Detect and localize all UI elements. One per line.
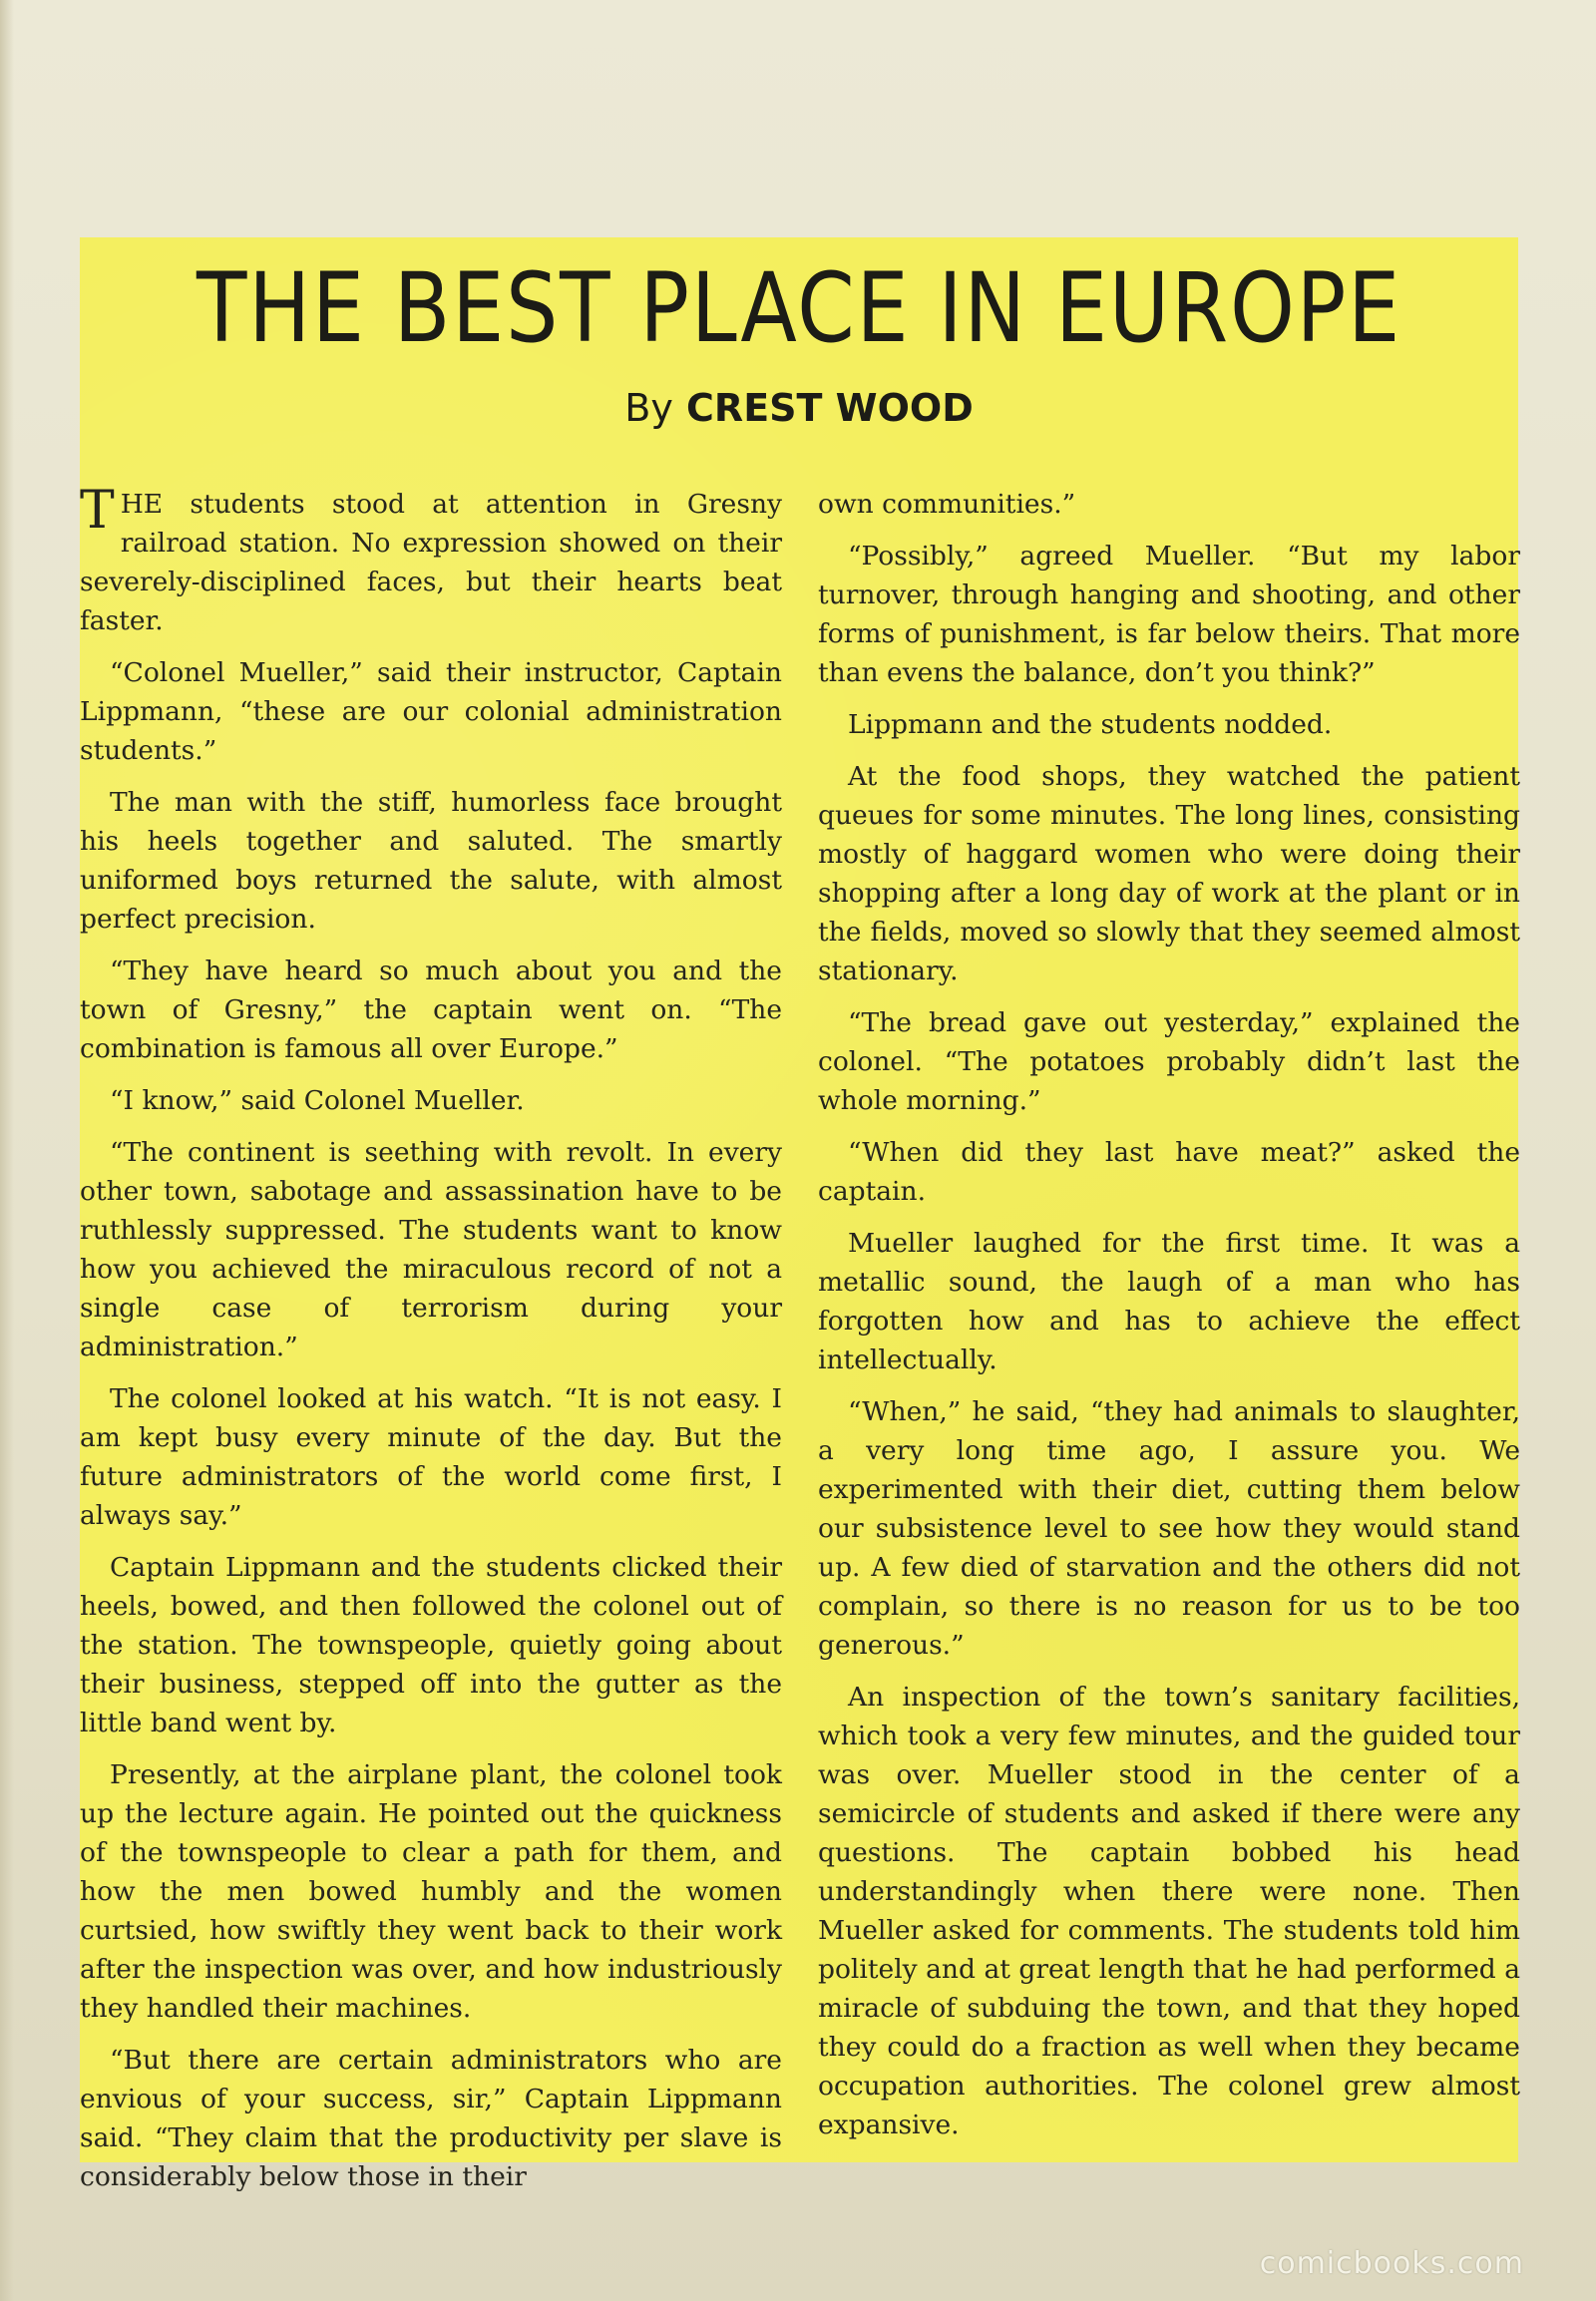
paragraph: “When,” he said, “they had animals to slaughter, a very long time ago, I assure you. We experimented with their diet, cutting them below our subsistence level to see how they would stand up. A few died of starvation and the others did not complain, so there is no reason for us to be too generous.”: [818, 1396, 1520, 1661]
article-title: THE BEST PLACE IN EUROPE: [196, 252, 1402, 364]
paragraph: Captain Lippmann and the students clicked their heels, bowed, and then followed the colonel out of the station. The townspeople, quietly going about their business, stepped off into the gutter as the little band went by.: [80, 1552, 782, 1738]
paragraph: “I know,” said Colonel Mueller.: [110, 1085, 525, 1116]
paragraph: An inspection of the town’s sanitary facilities, which took a very few minutes, and the guided tour was over. Mueller stood in the center of a semicircle of students and asked if there were any questions. The captain bobbed his head understandingly when there were none. Then Mueller asked for comments. The students told him politely and at great length that he had performed a miracle of subduing the town, and that they hoped they could do a fraction as well when they became occupation authorities. The colonel grew almost expansive.: [818, 1682, 1520, 2140]
paragraph: The colonel looked at his watch. “It is not easy. I am kept busy every minute of the day. But the future administrators of the world come first, I always say.”: [80, 1383, 782, 1531]
drop-cap: T: [80, 481, 115, 541]
paragraph: Lippmann and the students nodded.: [848, 709, 1333, 740]
left-column: [80, 481, 782, 2196]
paragraph: “But there are certain administrators who are envious of your success, sir,” Captain Lippmann said. “They claim that the productivity per slave is considerably below those in their: [80, 2045, 782, 2192]
paragraph: [80, 481, 782, 640]
right-column: [818, 485, 1520, 2144]
article-byline: [80, 384, 1518, 432]
page-edge-shadow: [0, 0, 14, 2301]
paragraph: “Possibly,” agreed Mueller. “But my labor turnover, through hanging and shooting, and other forms of punishment, is far below theirs. That more than evens the balance, don’t you think?”: [818, 541, 1520, 688]
paragraph: “The bread gave out yesterday,” explained the colonel. “The potatoes probably didn’t last the whole morning.”: [818, 1007, 1520, 1116]
paragraph: Presently, at the airplane plant, the colonel took up the lecture again. He pointed out the quickness of the townspeople to clear a path for them, and how the men bowed humbly and the women curtsied, how swiftly they went back to their work after the inspection was over, and how industriously they handled their machines.: [80, 1759, 782, 2024]
watermark: comicbooks.com: [1259, 2246, 1524, 2281]
paragraph: The man with the stiff, humorless face brought his heels together and saluted. The smartly uniformed boys returned the salute, with almost perfect precision.: [80, 787, 782, 935]
paragraph: “The continent is seething with revolt. In every other town, sabotage and assassination have to be ruthlessly suppressed. The students want to know how you achieved the miraculous record of not a single case of terrorism during your administration.”: [80, 1137, 782, 1362]
paragraph: At the food shops, they watched the patient queues for some minutes. The long lines, consisting mostly of haggard women who were doing their shopping after a long day of work at the plant or in the fields, moved so slowly that they seemed almost stationary.: [818, 761, 1520, 986]
byline-prefix: By: [624, 386, 673, 430]
paragraph: “When did they last have meat?” asked the captain.: [818, 1137, 1520, 1207]
byline-author: CREST WOOD: [686, 386, 974, 430]
paragraph: “Colonel Mueller,” said their instructor, Captain Lippmann, “these are our colonial administration students.”: [80, 657, 782, 766]
paragraph: “They have heard so much about you and the town of Gresny,” the captain went on. “The combination is famous all over Europe.”: [80, 956, 782, 1064]
paragraph: own communities.”: [818, 489, 1076, 520]
paragraph: Mueller laughed for the first time. It was a metallic sound, the laugh of a man who has forgotten how and has to achieve the effect intellectually.: [818, 1228, 1520, 1375]
paragraph-text: HE students stood at attention in Gresny railroad station. No expression showed on their severely-disciplined faces, but their hearts beat faster.: [80, 489, 782, 636]
